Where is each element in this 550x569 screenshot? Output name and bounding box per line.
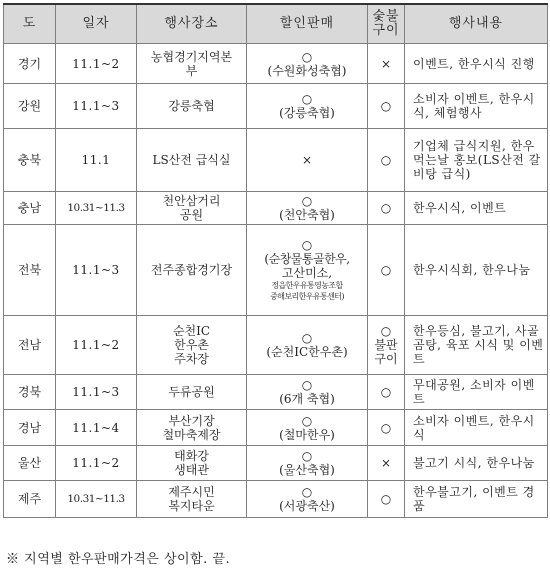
place-cell: 전주종합경기장 <box>137 225 247 316</box>
region-cell: 경북 <box>4 375 56 410</box>
place-cell: 태화강 생태관 <box>137 446 247 481</box>
discount-cell: × <box>247 129 368 192</box>
date-cell: 11.1~3 <box>56 375 137 410</box>
charcoal-cell: ○ <box>368 481 405 518</box>
charcoal-cell: ○ <box>368 129 405 192</box>
charcoal-cell: ○ 불판 구이 <box>368 316 405 375</box>
header-place: 행사장소 <box>137 4 247 44</box>
place-cell: LS산전 급식실 <box>137 129 247 192</box>
date-cell: 11.1~2 <box>56 446 137 481</box>
region-cell: 충남 <box>4 192 56 225</box>
date-cell: 11.1 <box>56 129 137 192</box>
table-row <box>4 192 548 225</box>
place-cell: 두류공원 <box>137 375 247 410</box>
content-cell: 불고기 시식, 한우나눔 <box>405 446 548 481</box>
header-charcoal: 숯불구이 <box>368 4 405 44</box>
content-cell: 한우시식, 이벤트 <box>405 192 548 225</box>
header-discount: 할인판매 <box>247 4 368 44</box>
table-row <box>4 410 548 446</box>
header-row <box>4 4 548 44</box>
place-cell: 천안삼거리 공원 <box>137 192 247 225</box>
region-cell: 충북 <box>4 129 56 192</box>
date-cell: 11.1~3 <box>56 84 137 129</box>
region-cell: 경남 <box>4 410 56 446</box>
charcoal-cell: ○ <box>368 192 405 225</box>
discount-cell: ○ (강릉축협) <box>247 84 368 129</box>
region-cell: 전북 <box>4 225 56 316</box>
content-cell: 한우등심, 불고기, 사골곰탕, 육포 시식 및 이벤트 <box>405 316 548 375</box>
discount-cell: ○ (천안축협) <box>247 192 368 225</box>
content-cell: 한우시식회, 한우나눔 <box>405 225 548 316</box>
discount-cell: ○ (6개 축협) <box>247 375 368 410</box>
region-cell: 제주 <box>4 481 56 518</box>
content-cell: 무대공원, 소비자 이벤트 <box>405 375 548 410</box>
table-row <box>4 375 548 410</box>
date-cell: 11.1~3 <box>56 225 137 316</box>
charcoal-cell: ○ <box>368 84 405 129</box>
date-cell: 11.1~2 <box>56 44 137 84</box>
region-cell: 강원 <box>4 84 56 129</box>
date-cell: 11.1~4 <box>56 410 137 446</box>
table-row <box>4 84 548 129</box>
table-row <box>4 446 548 481</box>
table-row <box>4 225 548 316</box>
date-cell: 11.1~2 <box>56 316 137 375</box>
content-cell: 소비자 이벤트, 한우시식 <box>405 410 548 446</box>
place-cell: 제주시민 복지타운 <box>137 481 247 518</box>
content-cell: 소비자 이벤트, 한우시식, 체험행사 <box>405 84 548 129</box>
header-date: 일자 <box>56 4 137 44</box>
charcoal-cell: × <box>368 44 405 84</box>
discount-cell: ○ (수원화성축협) <box>247 44 368 84</box>
content-cell: 한우불고기, 이벤트 경품 <box>405 481 548 518</box>
discount-cell: ○ (순천IC한우촌) <box>247 316 368 375</box>
date-cell: 10.31~11.3 <box>56 192 137 225</box>
region-cell: 경기 <box>4 44 56 84</box>
place-cell: 부산기장 철마축제장 <box>137 410 247 446</box>
discount-cell: ○ (울산축협) <box>247 446 368 481</box>
content-cell: 이벤트, 한우시식 진행 <box>405 44 548 84</box>
discount-cell: ○ (철마한우) <box>247 410 368 446</box>
charcoal-cell: × <box>368 446 405 481</box>
place-cell: 순천IC 한우촌 주차장 <box>137 316 247 375</box>
place-cell: 농협경기지역본 부 <box>137 44 247 84</box>
region-cell: 울산 <box>4 446 56 481</box>
table-row <box>4 44 548 84</box>
header-region: 도 <box>4 4 56 44</box>
charcoal-cell: ○ <box>368 225 405 316</box>
date-cell: 10.31~11.3 <box>56 481 137 518</box>
place-cell: 강릉축협 <box>137 84 247 129</box>
charcoal-cell: ○ <box>368 410 405 446</box>
discount-cell: ○ (서광축산) <box>247 481 368 518</box>
content-cell: 기업체 급식지원, 한우먹는날 홍보(LS산전 갈비탕 급식) <box>405 129 548 192</box>
table-row <box>4 129 548 192</box>
header-content: 행사내용 <box>405 4 548 44</box>
discount-cell: ○ (순창물통골한우, 고산미소, 정읍한우유통영농조합 중해보리한우유통센터) <box>247 225 368 316</box>
footnote: ※ 지역별 한우판매가격은 상이함. 끝. <box>6 552 231 567</box>
table-row <box>4 481 548 518</box>
charcoal-cell: ○ <box>368 375 405 410</box>
event-table <box>3 3 548 518</box>
table-row <box>4 316 548 375</box>
region-cell: 전남 <box>4 316 56 375</box>
